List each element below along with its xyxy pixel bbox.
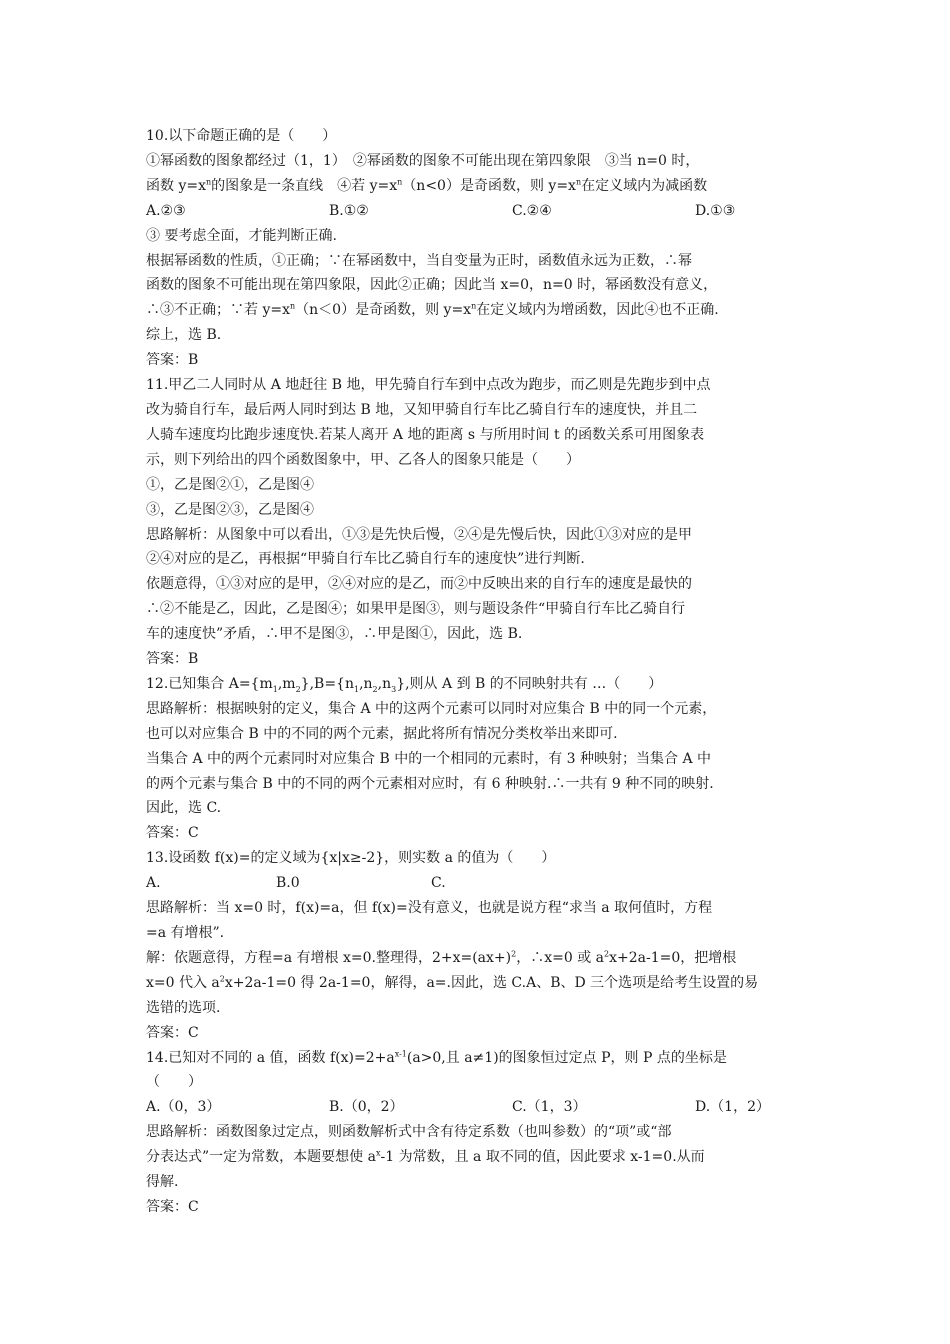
q13-option-b: B.0 xyxy=(276,875,300,892)
q10-options xyxy=(146,199,816,224)
q11-line-4: 示，则下列给出的四个函数图象中，甲、乙各人的图象只能是（ ） xyxy=(146,451,580,468)
q14-option-a: A.（0，3） xyxy=(146,1099,221,1116)
q14-line-6: 得解. xyxy=(146,1174,179,1191)
q10-stem: 10.以下命题正确的是（ ） xyxy=(146,128,337,144)
q11-line-8: ②④对应的是乙，再根据“甲骑自行车比乙骑自行车的速度快”进行判断. xyxy=(146,551,585,568)
q14-options xyxy=(146,1095,816,1120)
q10-answer: 答案：B xyxy=(146,352,199,369)
q13-answer: 答案：C xyxy=(146,1024,199,1041)
q13-line-3: 思路解析：当 x=0 时，f(x)=a，但 f(x)=没有意义，也就是说方程“求当 a 取何值时，方程 xyxy=(146,900,713,917)
q13-options xyxy=(146,871,816,896)
q12-line-3: 也可以对应集合 B 中的不同的两个元素，据此将所有情况分类枚举出来即可. xyxy=(146,725,618,742)
q12-stem: 12.已知集合 $A=\{m_1,m_2\},B=\{n_1,n_2,n_3\}$,则从 A 到 B 的不同映射共有 …（ ） xyxy=(146,675,663,694)
q14-line-4: 思路解析：函数图象过定点，则函数解析式中含有待定系数（也叫参数）的“项”或“部 xyxy=(146,1124,672,1141)
q10-option-a: A.②③ xyxy=(146,202,186,219)
q10-conclusion: 综上，选 B. xyxy=(146,327,222,344)
q12-line-6: 因此，选 C. xyxy=(146,800,222,817)
q14-option-c: C.（1，3） xyxy=(512,1099,587,1116)
q12-line-2: 思路解析：根据映射的定义，集合 A 中的这两个元素可以同时对应集合 B 中的同一个元素， xyxy=(146,700,717,717)
q14-line-5: 分表达式”一定为常数，本题要想使 $a^x-1$ 为常数，且 a 取不同的值，因此要求 x-1=0.从而 xyxy=(146,1148,705,1166)
q13-line-5: 解：依题意得，方程=a 有增根 x=0.整理得，$2+x=(ax+)^2$，∴x=0 或 $a^2x+2a-1=0$，把增根 xyxy=(146,949,737,966)
q11-line-1: 11.甲乙二人同时从 A 地赶往 B 地，甲先骑自行车到中点改为跑步，而乙则是先跑步到中点 xyxy=(146,377,711,394)
q10-option-d: D.①③ xyxy=(695,202,736,219)
q13-option-a: A. xyxy=(146,875,161,892)
q12-line-4: 当集合 A 中的两个元素同时对应集合 B 中的一个相同的元素时，有 3 种映射；当集合 A 中 xyxy=(146,750,712,767)
q14-stem: 14.已知对不同的 a 值，函数 $f(x)=2+a^{x-1}(a>0$,且 a≠1)的图象恒过定点 P，则 P 点的坐标是 xyxy=(146,1048,727,1066)
document-page xyxy=(146,124,816,1220)
q13-line-4: =a 有增根”. xyxy=(146,925,225,941)
q12-answer: 答案：C xyxy=(146,825,199,842)
q10-hint: ③ 要考虑全面，才能判断正确. xyxy=(146,227,337,244)
q10-statement-1: ①幂函数的图象都经过（1，1） ②幂函数的图象不可能出现在第四象限 ③当 n=0 时， xyxy=(146,152,700,169)
q11-line-3: 人骑车速度均比跑步速度快.若某人离开 A 地的距离 s 与所用时间 t 的函数关系可用图象表 xyxy=(146,426,705,443)
q10-option-b: B.①② xyxy=(329,202,369,219)
q10-option-c: C.②④ xyxy=(512,202,552,219)
q14-stem-2: （ ） xyxy=(146,1074,202,1091)
q11-line-9: 依题意得，①③对应的是甲，②④对应的是乙，而②中反映出来的自行车的速度是最快的 xyxy=(146,576,692,593)
q13-stem: 13.设函数 f(x)=的定义域为{x|x≥-2}，则实数 a 的值为（ ） xyxy=(146,850,556,867)
q11-answer: 答案：B xyxy=(146,651,199,668)
q10-analysis-2: 函数的图象不可能出现在第四象限，因此②正确；因此当 x=0，n=0 时，幂函数没有意义， xyxy=(146,277,718,294)
q12-line-5: 的两个元素与集合 B 中的不同的两个元素相对应时，有 6 种映射.∴一共有 9 种不同的映射. xyxy=(146,775,714,792)
q10-analysis-3: ∴③不正确；∵若 $y=x^n(n<0)$是奇函数，则 $y=x^n$在定义域内为增函数，因此④也不正确. xyxy=(146,301,719,319)
q14-answer: 答案：C xyxy=(146,1198,199,1215)
q11-line-7: 思路解析：从图象中可以看出，①③是先快后慢，②④是先慢后快，因此①③对应的是甲 xyxy=(146,526,692,543)
q13-line-6: x=0 代入 $a^2x+2a-1=0$ 得 2a-1=0，解得，a=.因此，选 C.A、B、D 三个选项是给考生设置的易 xyxy=(146,974,759,991)
q11-line-11: 车的速度快”矛盾，∴甲不是图③，∴甲是图①，因此，选 B. xyxy=(146,626,523,643)
q10-analysis-1: 根据幂函数的性质，①正确；∵在幂函数中，当自变量为正时，函数值永远为正数，∴幂 xyxy=(146,252,692,269)
q11-line-6: ③，乙是图②③，乙是图④ xyxy=(146,501,314,518)
q13-option-c: C. xyxy=(431,875,446,892)
q14-option-d: D.（1，2） xyxy=(695,1099,770,1116)
q11-line-2: 改为骑自行车，最后两人同时到达 B 地，又知甲骑自行车比乙骑自行车的速度快，并且二 xyxy=(146,401,698,418)
q10-statement-2: 函数 $y=x^n$的图象是一条直线 ④若 $y=x^n(n<0)$是奇函数，则 $y=x^n$在定义域内为减函数 xyxy=(146,177,708,194)
q11-line-5: ①，乙是图②①，乙是图④ xyxy=(146,476,314,493)
q11-line-10: ∴②不能是乙，因此，乙是图④；如果甲是图③，则与题设条件“甲骑自行车比乙骑自行 xyxy=(146,601,686,618)
q13-line-7: 选错的选项. xyxy=(146,999,221,1016)
q14-option-b: B.（0，2） xyxy=(329,1099,404,1116)
